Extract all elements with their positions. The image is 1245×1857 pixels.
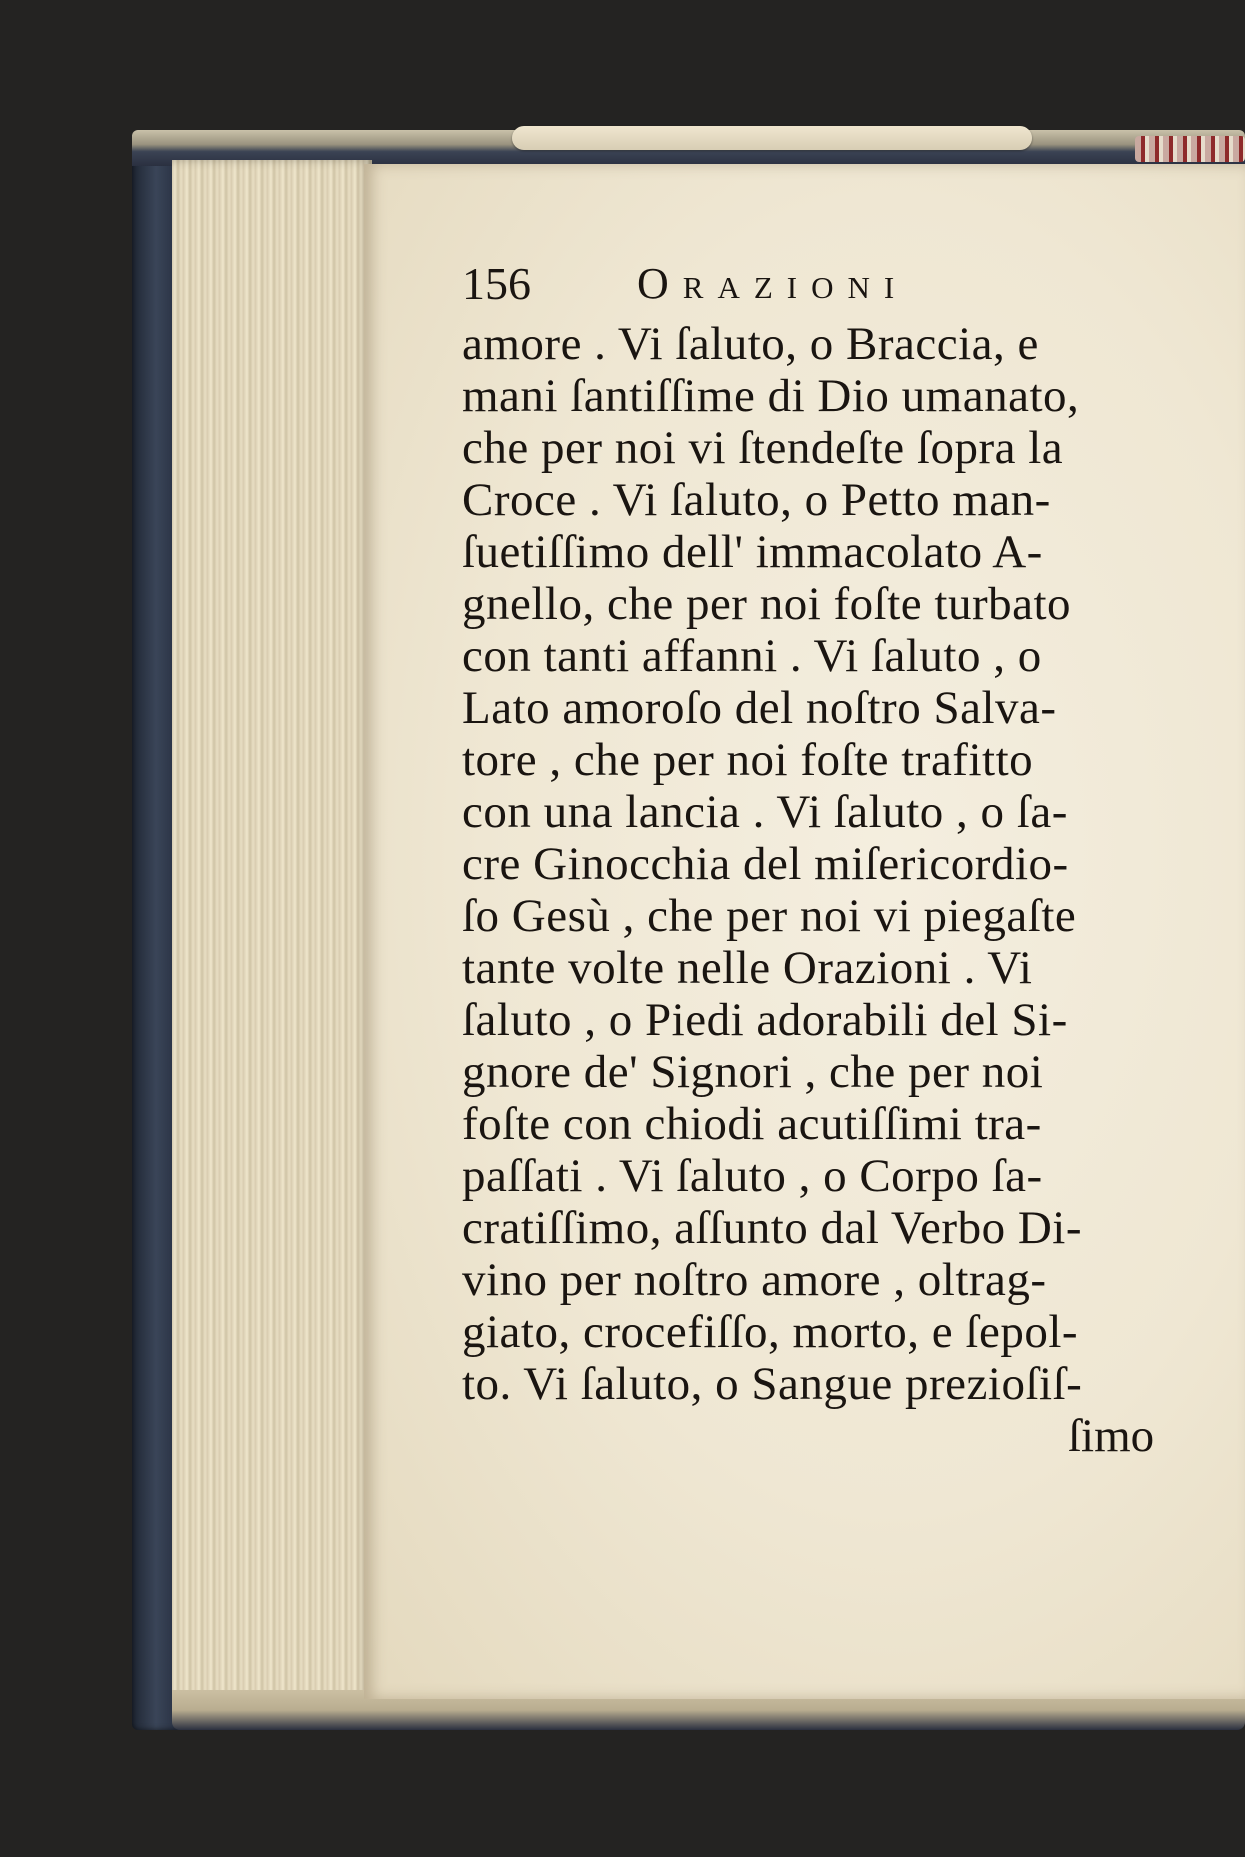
text-line: amore . Vi ſaluto, o Braccia, e bbox=[462, 318, 1039, 370]
text-line: Lato amoroſo del noſtro Salva- bbox=[462, 682, 1057, 734]
text-line: ſuetiſſimo dell' immacolato A- bbox=[462, 526, 1043, 578]
text-line: Croce . Vi ſaluto, o Petto man- bbox=[462, 474, 1051, 526]
text-line: cre Ginocchia del miſericordio- bbox=[462, 838, 1069, 890]
text-line: gnore de' Signori , che per noi bbox=[462, 1046, 1044, 1098]
text-line: tore , che per noi foſte trafitto bbox=[462, 734, 1034, 786]
text-line: con tanti affanni . Vi ſaluto , o bbox=[462, 630, 1042, 682]
text-line: mani ſantiſſime di Dio umanato, bbox=[462, 370, 1080, 422]
catchword: ſimo bbox=[1068, 1410, 1155, 1462]
text-line: paſſati . Vi ſaluto , o Corpo ſa- bbox=[462, 1150, 1043, 1202]
text-line: to. Vi ſaluto, o Sangue prezioſiſ- bbox=[462, 1358, 1083, 1410]
text-line: che per noi vi ſtendeſte ſopra la bbox=[462, 422, 1064, 474]
page-number: 156 bbox=[462, 258, 531, 309]
page-header bbox=[462, 258, 982, 310]
running-head: Orazioni bbox=[637, 259, 909, 308]
text-line: giato, crocefiſſo, morto, e ſepol- bbox=[462, 1306, 1079, 1358]
text-line: cratiſſimo, aſſunto dal Verbo Di- bbox=[462, 1202, 1082, 1254]
text-line: gnello, che per noi foſte turbato bbox=[462, 578, 1072, 630]
spine-paper-strip bbox=[512, 126, 1032, 150]
text-line: con una lancia . Vi ſaluto , o ſa- bbox=[462, 786, 1068, 838]
text-line: ſo Gesù , che per noi vi piegaſte bbox=[462, 890, 1077, 942]
text-line: vino per noſtro amore , oltrag- bbox=[462, 1254, 1047, 1306]
headband bbox=[1135, 136, 1245, 162]
text-line: foſte con chiodi acutiſſimi tra- bbox=[462, 1098, 1042, 1150]
text-line: tante volte nelle Orazioni . Vi bbox=[462, 942, 1033, 994]
text-line: ſaluto , o Piedi adorabili del Si- bbox=[462, 994, 1068, 1046]
page-edges bbox=[172, 160, 372, 1720]
